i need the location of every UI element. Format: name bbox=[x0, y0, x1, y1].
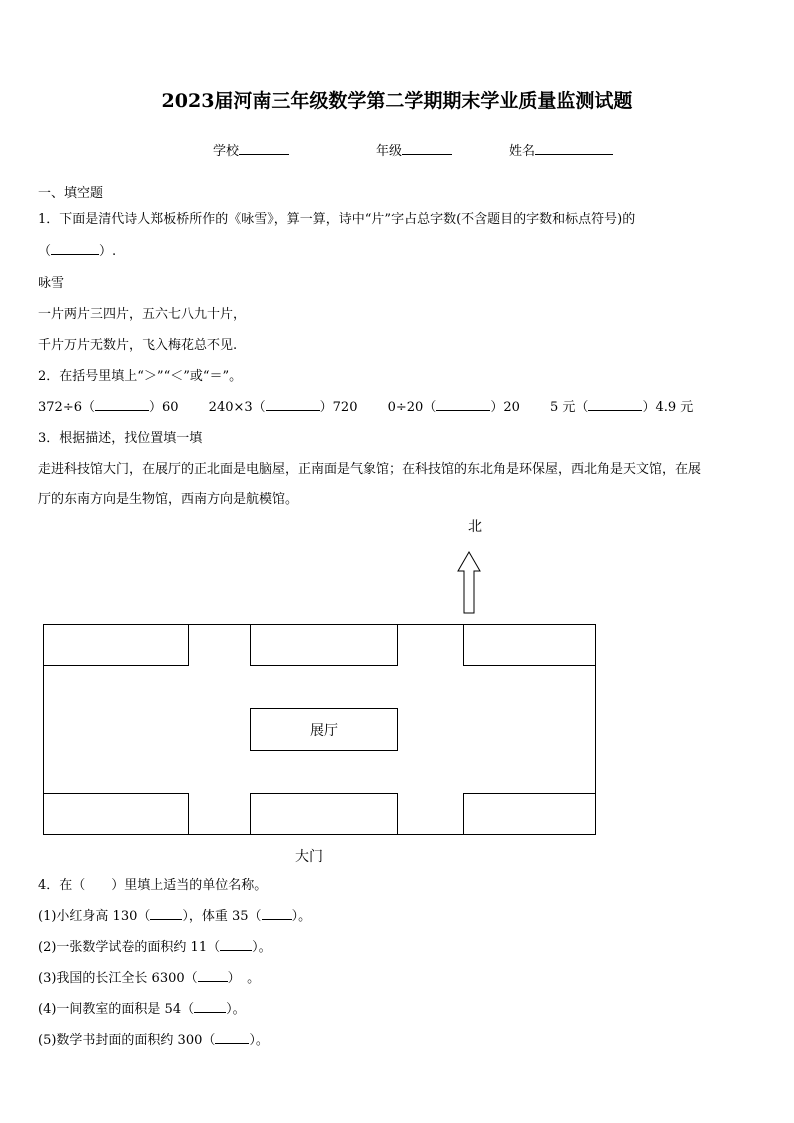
q4-stem: 4．在（ ）里填上适当的单位名称。 bbox=[38, 878, 268, 893]
q2-item: 372÷6（ ）60 bbox=[38, 400, 179, 415]
room-south[interactable] bbox=[250, 793, 398, 835]
q2-blank[interactable] bbox=[436, 398, 490, 411]
grade-blank[interactable] bbox=[402, 142, 452, 155]
grade-label: 年级 bbox=[376, 144, 403, 159]
room-northeast[interactable] bbox=[463, 624, 596, 666]
q2-item: 0÷20（ ）20 bbox=[387, 400, 520, 415]
q4-blank[interactable] bbox=[194, 1000, 226, 1013]
name-blank[interactable] bbox=[535, 142, 613, 155]
q1-stem: 1．下面是清代诗人郑板桥所作的《咏雪》，算一算，诗中“片”字占总字数(不含题目的字数和标点符号)的 bbox=[38, 212, 636, 227]
q2-item: 5 元（ ）4.9 元 bbox=[550, 400, 694, 415]
q4-item-4: (4)一间教室的面积是 54（ ）。 bbox=[38, 1002, 246, 1017]
q1-answer-blank[interactable] bbox=[51, 242, 99, 255]
poem-line-2: 千片万片无数片，飞入梅花总不见. bbox=[38, 338, 238, 353]
q4-item-1: (1)小红身高 130（ ），体重 35（ ）。 bbox=[38, 909, 312, 924]
q3-desc-1: 走进科技馆大门，在展厅的正北面是电脑屋，正南面是气象馆；在科技馆的东北角是环保屋，西北角是天文馆，在展 bbox=[38, 462, 702, 477]
room-southeast[interactable] bbox=[463, 793, 596, 835]
q2-items bbox=[38, 396, 693, 415]
school-label: 学校 bbox=[213, 144, 240, 159]
q4-item-2: (2)一张数学试卷的面积约 11（ ）。 bbox=[38, 940, 272, 955]
north-arrow-icon bbox=[456, 551, 482, 615]
q1-answer-line: （ ）. bbox=[38, 244, 117, 259]
q2-blank[interactable] bbox=[95, 398, 149, 411]
grade-field bbox=[376, 140, 452, 159]
q2-blank[interactable] bbox=[588, 398, 642, 411]
q4-blank[interactable] bbox=[150, 907, 182, 920]
name-field bbox=[509, 140, 613, 159]
q4-item-3: (3)我国的长江全长 6300（ ） 。 bbox=[38, 971, 261, 986]
room-northwest[interactable] bbox=[43, 624, 189, 666]
q4-blank[interactable] bbox=[220, 938, 252, 951]
q3-desc-2: 厅的东南方向是生物馆，西南方向是航模馆。 bbox=[38, 492, 299, 507]
school-blank[interactable] bbox=[239, 142, 289, 155]
name-label: 姓名 bbox=[509, 144, 536, 159]
q4-blank[interactable] bbox=[262, 907, 292, 920]
room-southwest[interactable] bbox=[43, 793, 189, 835]
q3-stem: 3．根据描述，找位置填一填 bbox=[38, 431, 203, 446]
q4-item-5: (5)数学书封面的面积约 300（ ）。 bbox=[38, 1033, 269, 1048]
page-title: 2023届河南三年级数学第二学期期末学业质量监测试题 bbox=[161, 90, 633, 112]
school-field bbox=[213, 140, 289, 159]
q2-stem: 2．在括号里填上“＞”“＜”或“＝”。 bbox=[38, 369, 243, 384]
room-north[interactable] bbox=[250, 624, 398, 666]
q4-blank[interactable] bbox=[215, 1031, 249, 1044]
exhibition-hall: 展厅 bbox=[250, 708, 398, 751]
north-label: 北 bbox=[468, 519, 482, 535]
q4-blank[interactable] bbox=[198, 969, 228, 982]
q2-item: 240×3（ ）720 bbox=[208, 400, 358, 415]
gate-label: 大门 bbox=[295, 849, 323, 865]
section-heading: 一、填空题 bbox=[38, 186, 104, 201]
poem-title: 咏雪 bbox=[38, 276, 65, 291]
poem-line-1: 一片两片三四片，五六七八九十片， bbox=[38, 307, 247, 322]
q2-blank[interactable] bbox=[266, 398, 320, 411]
